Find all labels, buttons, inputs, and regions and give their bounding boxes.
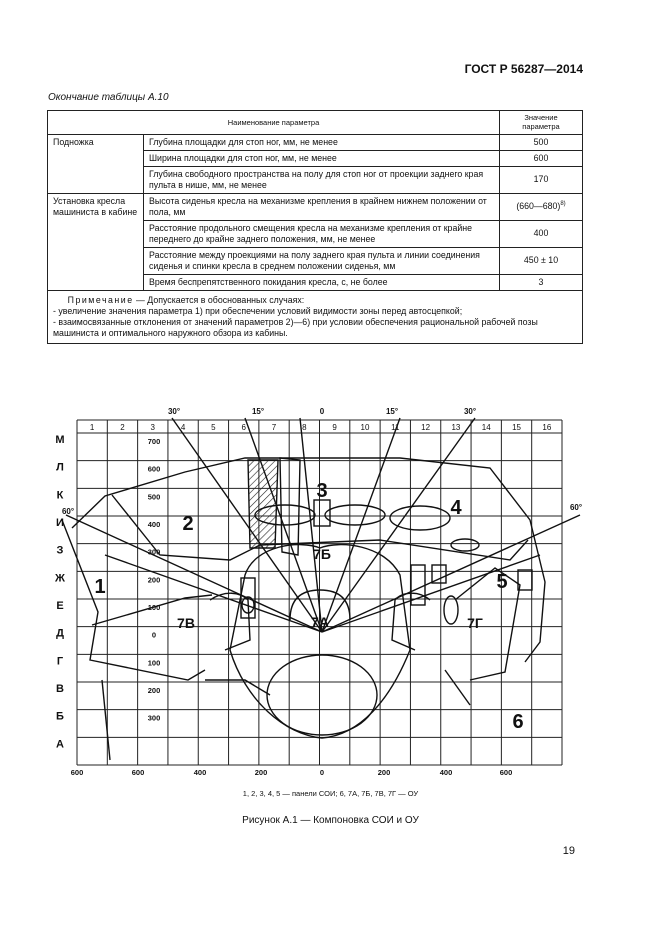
note-heading [53, 295, 577, 306]
page-number: 19 [562, 845, 575, 857]
scale-label-vertical: 300 [147, 713, 161, 723]
scale-label-vertical: 0 [151, 630, 157, 640]
scale-label-vertical: 100 [147, 658, 161, 668]
zone-label: 7Б [313, 546, 331, 562]
column-label: 11 [391, 423, 400, 432]
column-label: 4 [180, 423, 186, 432]
parameters-table [47, 110, 583, 344]
note-item: - взаимосвязанные отклонения от значений параметров 2)—6) при условии обеспечения рациональной рабочей позы машиниста и оптимального наружного обзора из кабины. [53, 316, 538, 338]
group-label: Подножка [48, 134, 144, 193]
angle-label: 30° [463, 407, 477, 416]
scale-label-vertical: 200 [147, 686, 161, 695]
column-label: 2 [120, 423, 125, 432]
angle-label: 60° [569, 503, 583, 512]
standard-header: ГОСТ Р 56287—2014 [464, 62, 583, 76]
figure-legend: 1, 2, 3, 4, 5 — панели СОИ; 6, 7А, 7Б, 7В, 7Г — ОУ [242, 789, 419, 798]
row-label: А [56, 738, 64, 751]
scale-label-horizontal: 600 [499, 768, 513, 777]
scale-label-horizontal: 0 [319, 768, 325, 777]
param-name: Высота сиденья кресла на механизме крепления в крайнем нижнем положении от пола, мм [144, 193, 500, 220]
scale-label-horizontal: 200 [254, 768, 268, 777]
table-caption: Окончание таблицы А.10 [48, 92, 169, 103]
row-label: З [56, 544, 64, 557]
zone-label: 7Г [467, 615, 483, 631]
param-value: 400 [500, 220, 583, 247]
scale-label-vertical: 600 [147, 464, 161, 474]
column-label: 10 [360, 423, 370, 432]
panel-label: 3 [316, 480, 328, 502]
param-name: Глубина свободного пространства на полу для стоп ног от проекции заднего края пульта в нише, мм, не менее [144, 166, 500, 193]
scale-label-vertical: 100 [147, 603, 161, 612]
row-label: Г [56, 655, 64, 668]
row-label: Д [56, 627, 64, 640]
column-label: 1 [89, 423, 95, 432]
row-label: Е [56, 600, 64, 612]
param-value: 500 [500, 134, 583, 150]
column-header-name: Наименование параметра [48, 111, 500, 135]
param-value: 450 ± 10 [500, 247, 583, 274]
param-name: Расстояние между проекциями на полу заднего края пульта и линии соединения сиденья и спинки кресла в среднем положении сиденья, мм [144, 247, 500, 274]
param-name: Ширина площадки для стоп ног, мм, не менее [144, 150, 500, 166]
panel-label: 2 [182, 513, 194, 535]
panel-label: 4 [450, 497, 462, 519]
row-label: Б [56, 710, 64, 723]
table-row [48, 193, 583, 220]
scale-label-vertical: 700 [147, 437, 161, 446]
note-item: - увеличение значения параметра 1) при обеспечении условий видимости зоны перед автосцепкой; [53, 305, 463, 316]
scale-label-vertical: 200 [147, 575, 161, 585]
column-header-value: Значение параметра [500, 111, 583, 135]
column-label: 7 [271, 423, 277, 432]
row-label: И [56, 517, 64, 529]
layout-diagram [0, 400, 661, 785]
table-row [48, 134, 583, 150]
angle-label: 0 [319, 407, 325, 416]
panel-label: 6 [512, 711, 524, 733]
param-name: Расстояние продольного смещения кресла на механизме крепления от крайне переднего до крайне заднего положения, мм, не менее [144, 220, 500, 247]
column-label: 15 [512, 423, 521, 432]
note-title: Примечание [67, 294, 134, 305]
zone-label: 7В [177, 615, 195, 631]
column-label: 5 [211, 423, 216, 432]
param-value [500, 193, 583, 220]
row-label: М [55, 434, 65, 446]
row-label: Ж [55, 572, 65, 585]
column-label: 3 [150, 423, 156, 432]
param-value-text: (660—680) [516, 201, 561, 212]
scale-label-vertical: 300 [147, 547, 161, 557]
angle-label: 60° [61, 507, 75, 516]
param-value: 170 [500, 166, 583, 193]
scale-label-horizontal: 400 [193, 768, 207, 777]
param-name: Время беспрепятственного покидания кресла, с, не более [144, 274, 500, 290]
row-label: К [56, 489, 64, 502]
column-label: 8 [302, 423, 307, 432]
param-value: 3 [500, 274, 583, 290]
column-label: 6 [241, 423, 246, 432]
column-label: 16 [542, 423, 552, 432]
angle-label: 15° [251, 407, 265, 416]
param-value: 600 [500, 150, 583, 166]
panel-label: 1 [94, 576, 106, 598]
figure-caption: Рисунок А.1 — Компоновка СОИ и ОУ [242, 815, 419, 826]
table-note [48, 290, 583, 343]
panel-label: 5 [496, 571, 508, 593]
scale-label-vertical: 400 [147, 520, 161, 529]
angle-label: 15° [385, 407, 399, 416]
param-name: Глубина площадки для стоп ног, мм, не менее [144, 134, 500, 150]
row-label: В [56, 683, 64, 695]
scale-label-horizontal: 600 [70, 768, 84, 777]
column-label: 13 [451, 423, 461, 432]
scale-label-horizontal: 200 [377, 768, 391, 777]
group-label: Установка кресла машиниста в кабине [48, 193, 144, 290]
zone-label: 7А [311, 614, 329, 630]
column-label: 12 [421, 423, 431, 432]
column-label: 14 [481, 423, 491, 432]
scale-label-horizontal: 600 [131, 768, 145, 777]
row-label: Л [56, 461, 64, 474]
scale-label-vertical: 500 [147, 492, 161, 502]
scale-label-horizontal: 400 [439, 768, 453, 777]
angle-label: 30° [167, 407, 181, 416]
column-label: 9 [332, 423, 337, 432]
note-text: — Допускается в обоснованных случаях: [136, 294, 305, 305]
footnote-ref: 8) [560, 201, 566, 208]
